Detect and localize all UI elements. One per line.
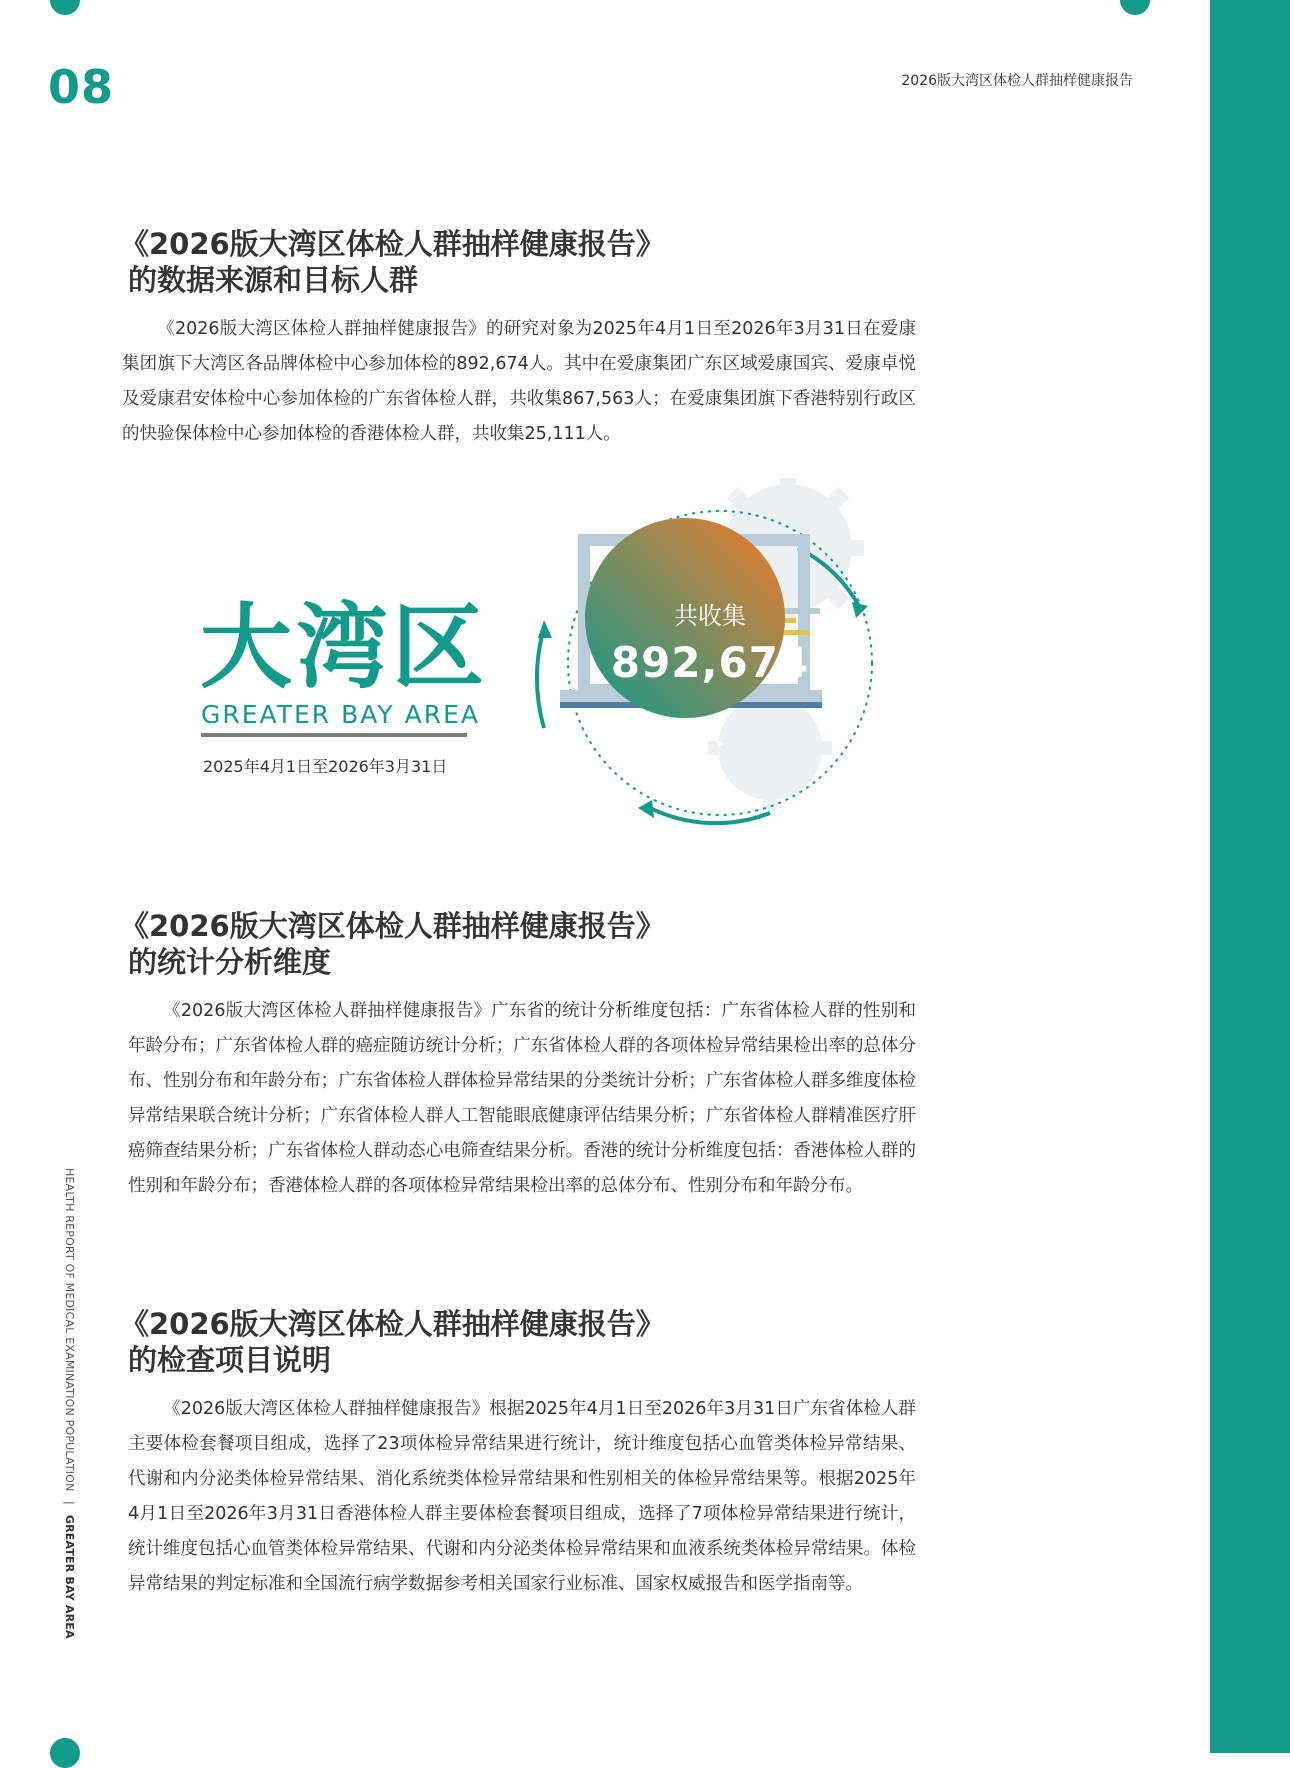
page-number: 08 (48, 60, 115, 114)
region-date-range: 2025年4月1日至2026年3月31日 (203, 757, 448, 776)
section1-title (120, 226, 665, 298)
section2-paragraph-text: 《2026版大湾区体检人群抽样健康报告》广东省的统计分析维度包括：广东省体检人群的性别和年龄分布；广东省体检人群的癌症随访统计分析；广东省体检人群的各项体检异常结果检出率的总体分布、性别分布和年龄分布；广东省体检人群体检异常结果的分类统计分析；广东省体检人群多维度体检异常结果联合统计分析；广东省体检人群人工智能眼底健康评估结果分析；广东省体检人群精准医疗肝癌筛查结果分析；广东省体检人群动态心电筛查结果分析。香港的统计分析维度包括：香港体检人群的性别和年龄分布；香港体检人群的各项体检异常结果检出率的总体分布、性别分布和年龄分布。 (128, 1001, 916, 1196)
right-accent-bar (1210, 0, 1290, 1753)
section3-title-line1: 《2026版大湾区体检人群抽样健康报告》 (120, 1307, 665, 1341)
section2-paragraph (128, 994, 916, 1204)
section3-title (120, 1306, 665, 1378)
total-label: 共收集 (674, 602, 746, 630)
side-label-text: HEALTH REPORT OF MEDICAL EXAMINATION POPULATION (63, 1168, 76, 1492)
corner-dot-top-right (1120, 0, 1150, 15)
running-header-title: 2026版大湾区体检人群抽样健康报告 (901, 73, 1133, 89)
orbit-arrow-left (537, 628, 544, 728)
total-value: 892,674 (610, 638, 810, 687)
section3-paragraph-text: 《2026版大湾区体检人群抽样健康报告》根据2025年4月1日至2026年3月31日广东省体检人群主要体检套餐项目组成，选择了23项体检异常结果进行统计，统计维度包括心血管类体检异常结果、代谢和内分泌类体检异常结果、消化系统类体检异常结果和性别相关的体检异常结果等。根据2025年4月1日至2026年3月31日香港体检人群主要体检套餐项目组成，选择了7项体检异常结果进行统计，统计维度包括心血管类体检异常结果、代谢和内分泌类体检异常结果和血液系统类体检异常结果。体检异常结果的判定标准和全国流行病学数据参考相关国家行业标准、国家权威报告和医学指南等。 (128, 1399, 916, 1594)
section3-title-line2: 的检查项目说明 (128, 1343, 332, 1377)
section2-title-line1: 《2026版大湾区体检人群抽样健康报告》 (120, 909, 665, 943)
region-title-en: GREATER BAY AREA (201, 700, 480, 729)
section2-title-line2: 的统计分析维度 (128, 945, 332, 979)
section2-title (120, 908, 665, 980)
total-unit: 人 (695, 717, 724, 750)
side-label-separator: | (63, 1501, 76, 1506)
section1-title-line2: 的数据来源和目标人群 (128, 263, 419, 297)
region-title-cn: 大湾区 (200, 594, 489, 701)
region-title-rule (201, 733, 467, 737)
corner-dot-top-left (50, 0, 80, 15)
corner-dot-bottom-left (50, 1738, 80, 1768)
section1-paragraph (122, 312, 916, 452)
section1-title-line1: 《2026版大湾区体检人群抽样健康报告》 (120, 227, 665, 261)
side-vertical-label (63, 1168, 76, 1639)
section3-paragraph (128, 1392, 916, 1602)
section1-paragraph-text: 《2026版大湾区体检人群抽样健康报告》的研究对象为2025年4月1日至2026年3月31日在爱康集团旗下大湾区各品牌体检中心参加体检的892,674人。其中在爱康集团广东区域爱康国宾、爱康卓悦及爱康君安体检中心参加体检的广东省体检人群，共收集867,563人；在爱康集团旗下香港特别行政区的快验保体检中心参加体检的香港体检人群，共收集25,111人。 (122, 319, 916, 444)
side-label-bold: GREATER BAY AREA (63, 1514, 76, 1639)
